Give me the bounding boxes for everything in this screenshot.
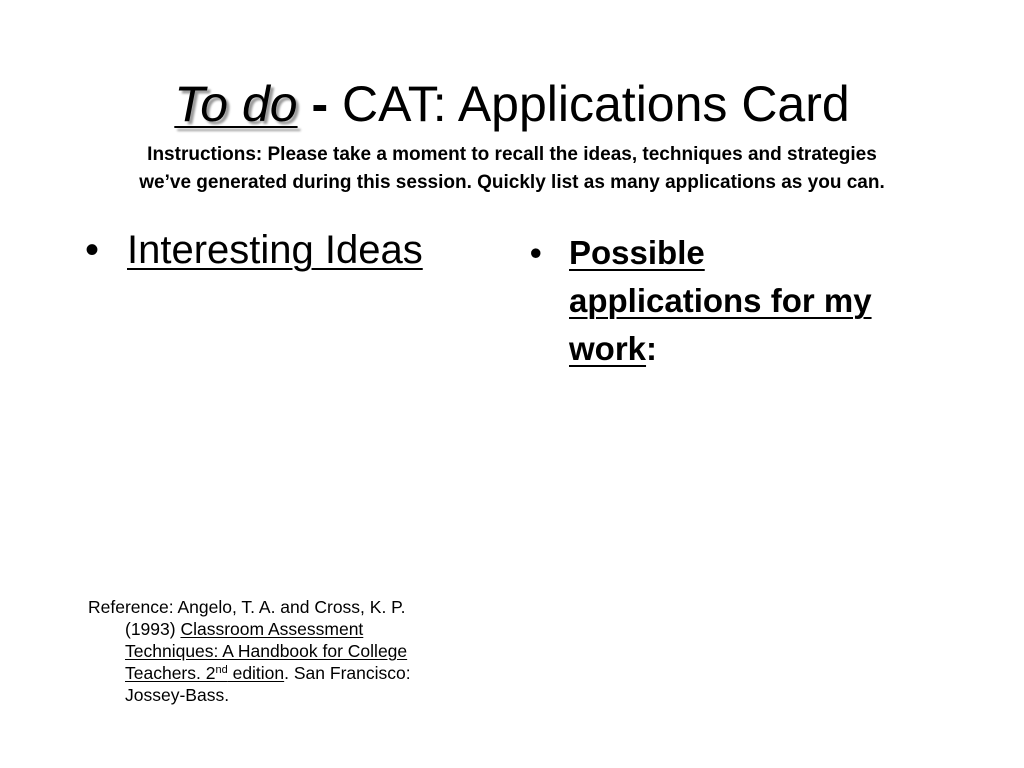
interesting-ideas-item: [85, 222, 505, 278]
heading-line-3: work: [569, 330, 647, 367]
title-emphasis: To do: [174, 76, 298, 132]
reference-citation: [88, 596, 488, 706]
possible-applications-heading: [569, 229, 872, 373]
reference-line-3: [88, 640, 488, 662]
reference-edition-suffix: nd: [215, 664, 228, 676]
reference-edition-number: Teachers. 2: [125, 663, 216, 683]
heading-line-1: Possible: [569, 234, 705, 271]
possible-applications-item: [530, 229, 950, 373]
bullet-icon: •: [85, 228, 100, 272]
reference-year: (1993): [125, 619, 181, 639]
reference-book-title-part-2: Techniques: A Handbook for College: [125, 641, 408, 661]
reference-publisher-city: . San Francisco:: [284, 663, 411, 683]
reference-book-title-part-1: Classroom Assessment: [180, 619, 364, 639]
heading-colon: :: [646, 330, 658, 367]
reference-line-4: [88, 662, 488, 684]
reference-line-2: [88, 618, 488, 640]
instructions-line-2: we’ve generated during this session. Quickly list as many applications as you can.: [139, 172, 885, 193]
slide-title: [40, 74, 984, 134]
reference-book-title-part-3: [125, 663, 284, 683]
bullet-icon: •: [530, 234, 542, 271]
title-main: CAT: Applications Card: [342, 76, 850, 132]
reference-line-1: Reference: Angelo, T. A. and Cross, K. P.: [88, 597, 406, 617]
reference-line-5: Jossey-Bass.: [125, 685, 230, 705]
interesting-ideas-heading: Interesting Ideas: [127, 228, 423, 272]
instructions: [40, 141, 984, 197]
title-separator: -: [311, 76, 329, 132]
left-column: [85, 222, 505, 278]
reference-edition-word: edition: [227, 663, 285, 683]
heading-line-2: applications for my: [569, 282, 872, 319]
right-column: [530, 229, 950, 373]
instructions-line-1: Instructions: Please take a moment to recall the ideas, techniques and strategies: [147, 144, 877, 165]
